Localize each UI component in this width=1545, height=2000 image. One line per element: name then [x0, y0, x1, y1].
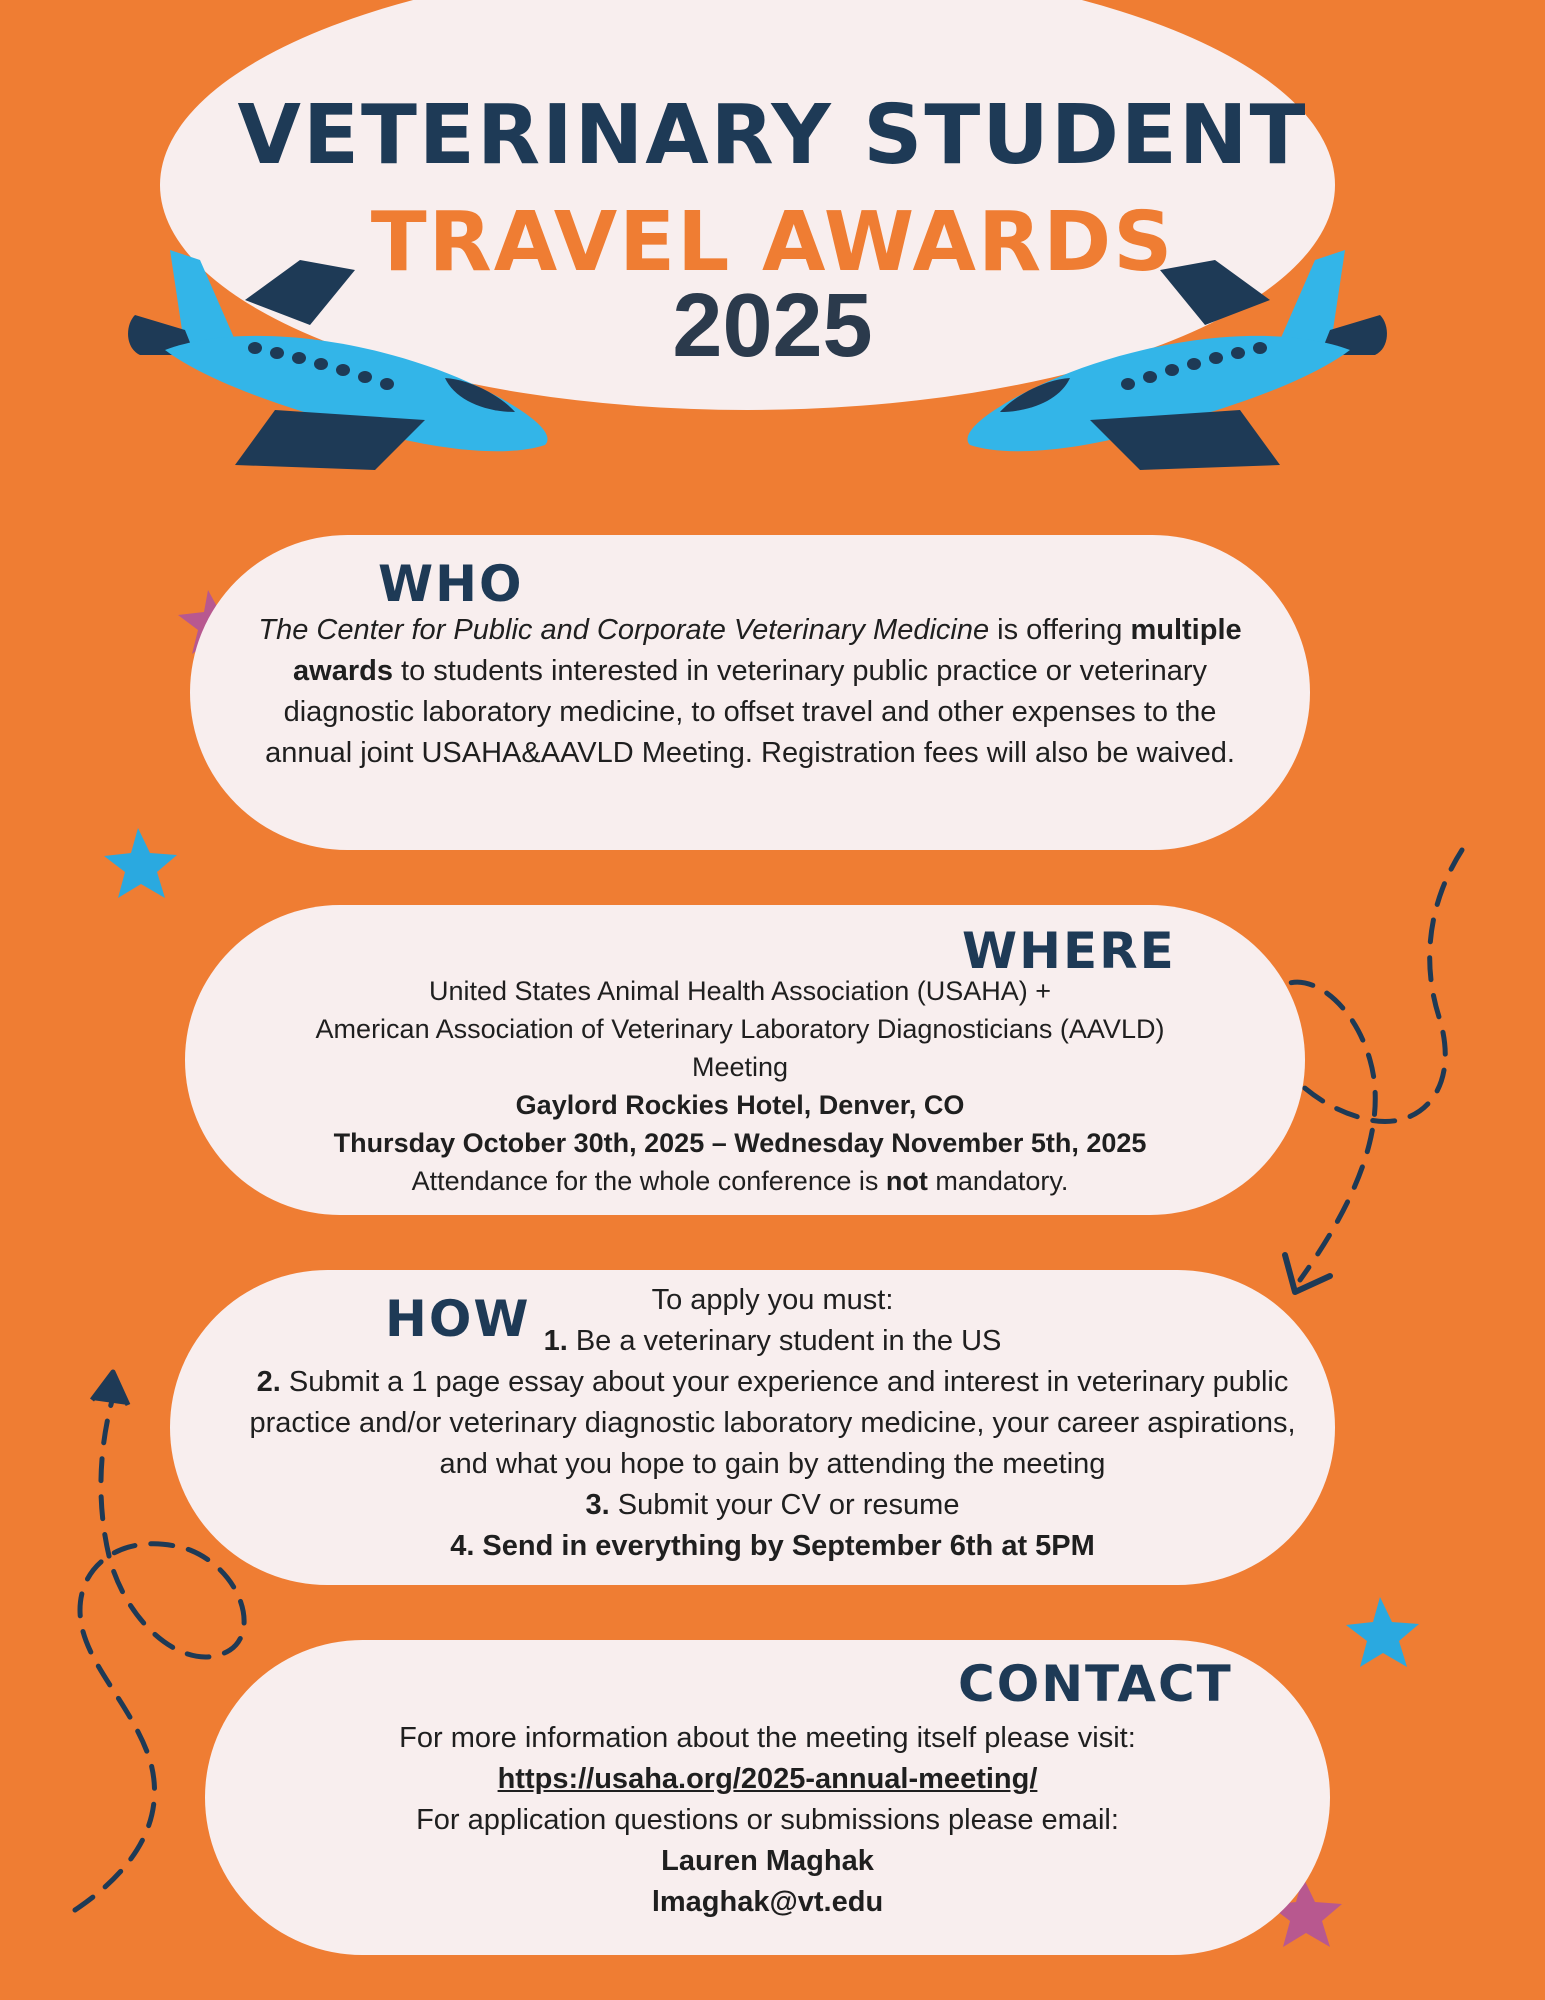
how-item-1-text: Be a veterinary student in the US [567, 1325, 1002, 1357]
who-line-3: diagnostic laboratory medicine, to offset travel and other expenses to the [283, 696, 1217, 728]
contact-line-1: For more information about the meeting itself please visit: [399, 1722, 1136, 1754]
who-text-1: is offering [989, 614, 1131, 646]
where-heading: WHERE [962, 922, 1176, 980]
title-line-1: VETERINARY STUDENT [237, 88, 1308, 183]
who-line-4: annual joint USAHA&AAVLD Meeting. Registration fees will also be waived. [265, 737, 1235, 769]
where-dates: Thursday October 30th, 2025 – Wednesday November 5th, 2025 [333, 1128, 1147, 1158]
contact-name: Lauren Maghak [661, 1845, 874, 1877]
star-icon [1346, 1597, 1419, 1667]
how-item-4-num: 4. [450, 1530, 475, 1562]
who-text [190, 610, 1310, 774]
who-bold-1: multiple [1130, 614, 1242, 646]
contact-line-2: For application questions or submissions please email: [416, 1804, 1119, 1836]
how-text [170, 1280, 1375, 1567]
how-item-1-num: 1. [543, 1325, 568, 1357]
how-intro: To apply you must: [651, 1284, 894, 1316]
how-heading: HOW [385, 1290, 531, 1348]
where-venue: Gaylord Rockies Hotel, Denver, CO [515, 1090, 965, 1120]
contact-email-link[interactable]: lmaghak@vt.edu [651, 1886, 884, 1918]
how-item-2-line-3: and what you hope to gain by attending the meeting [439, 1448, 1106, 1480]
who-org: The Center for Public and Corporate Veterinary Medicine [258, 614, 990, 646]
how-item-2-num: 2. [256, 1366, 281, 1398]
contact-heading: CONTACT [958, 1655, 1233, 1713]
where-line-2: American Association of Veterinary Laboratory Diagnosticians (AAVLD) [315, 1014, 1165, 1044]
title-line-2: TRAVEL AWARDS [370, 195, 1175, 290]
where-line-1: United States Animal Health Association (USAHA) + [428, 976, 1052, 1006]
where-line-3: Meeting [691, 1052, 789, 1082]
how-item-4-text: Send in everything by September 6th at 5PM [474, 1530, 1095, 1562]
contact-text [205, 1718, 1330, 1923]
meeting-link[interactable]: https://usaha.org/2025-annual-meeting/ [497, 1763, 1038, 1795]
star-icon [104, 828, 177, 898]
who-heading: WHO [378, 555, 524, 613]
title-year: 2025 [672, 276, 873, 376]
how-item-3-text: Submit your CV or resume [609, 1489, 960, 1521]
how-item-2-text: Submit a 1 page essay about your experience and interest in veterinary public [280, 1366, 1289, 1398]
where-note-bold: not [885, 1166, 928, 1196]
where-note-post: mandatory. [927, 1166, 1069, 1196]
how-item-2-line-2: practice and/or veterinary diagnostic laboratory medicine, your career aspirations, [249, 1407, 1296, 1439]
arrowhead-icon [92, 1372, 128, 1405]
who-bold-2: awards [293, 655, 393, 687]
who-text-2: to students interested in veterinary public practice or veterinary [392, 655, 1207, 687]
where-text [185, 972, 1295, 1200]
where-note-pre: Attendance for the whole conference is [411, 1166, 886, 1196]
how-item-3-num: 3. [585, 1489, 610, 1521]
